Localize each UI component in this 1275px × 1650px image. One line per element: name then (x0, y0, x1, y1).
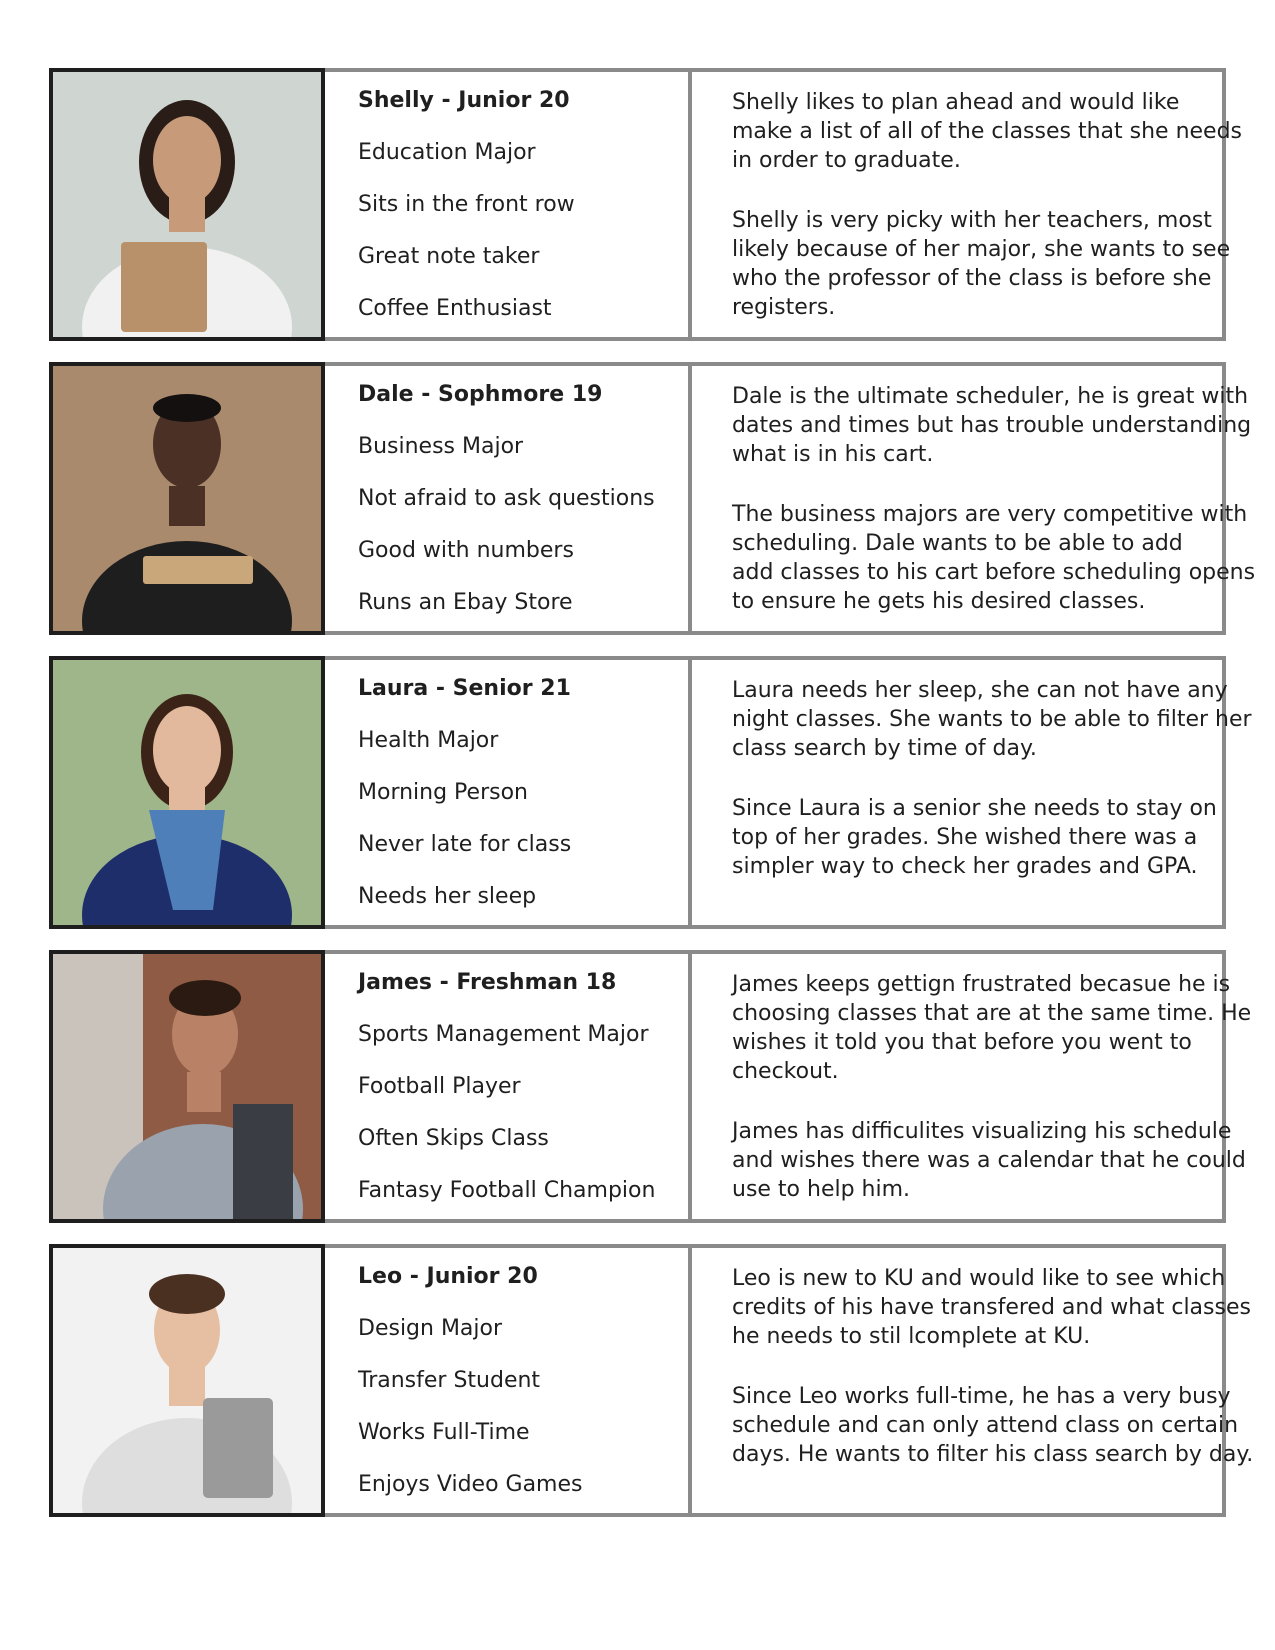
story-line: choosing classes that are at the same time. He (732, 1001, 1252, 1026)
trait-list (358, 676, 571, 936)
trait-item: Transfer Student (358, 1368, 541, 1393)
person-photo-icon (53, 366, 321, 631)
trait-item: Football Player (358, 1074, 521, 1099)
story-line: James keeps gettign frustrated becasue he is (732, 972, 1231, 997)
persona-traits (325, 1244, 688, 1517)
story-line: Since Leo works full-time, he has a very busy (732, 1384, 1231, 1409)
story-line: scheduling. Dale wants to be able to add (732, 531, 1183, 556)
persona-photo (49, 362, 325, 635)
story-line: The business majors are very competitive with (732, 502, 1248, 527)
trait-list (358, 88, 575, 348)
persona-story (688, 1244, 1254, 1517)
story-line: top of her grades. She wished there was a (732, 825, 1198, 850)
persona-story (688, 656, 1252, 929)
story-line: credits of his have transfered and what classes (732, 1295, 1251, 1320)
story-paragraph (732, 1382, 1254, 1469)
person-photo-icon (53, 660, 321, 925)
persona-story (688, 362, 1256, 635)
trait-item: Great note taker (358, 244, 540, 269)
trait-item: Never late for class (358, 832, 572, 857)
story-line: schedule and can only attend class on certain (732, 1413, 1239, 1438)
persona-traits (325, 656, 688, 929)
trait-list (358, 382, 655, 642)
trait-item: Design Major (358, 1316, 503, 1341)
persona-name-heading: Laura - Senior 21 (358, 676, 571, 701)
persona-card-dale (49, 362, 1256, 635)
trait-item: Coffee Enthusiast (358, 296, 552, 321)
persona-name-heading: Leo - Junior 20 (358, 1264, 538, 1289)
story-paragraph (732, 676, 1252, 763)
persona-card-james (49, 950, 1252, 1223)
persona-photo (49, 656, 325, 929)
story-line: Shelly likes to plan ahead and would like (732, 90, 1180, 115)
story-paragraph (732, 1264, 1251, 1351)
story-line: registers. (732, 295, 836, 320)
trait-item: Works Full-Time (358, 1420, 530, 1445)
trait-item: Sits in the front row (358, 192, 575, 217)
story-line: Dale is the ultimate scheduler, he is great with (732, 384, 1249, 409)
story-line: likely because of her major, she wants to see (732, 237, 1231, 262)
persona-name-heading: Dale - Sophmore 19 (358, 382, 603, 407)
persona-name-heading: Shelly - Junior 20 (358, 88, 570, 113)
persona-name-heading: James - Freshman 18 (358, 970, 617, 995)
trait-item: Needs her sleep (358, 884, 537, 909)
story-line: who the professor of the class is before she (732, 266, 1212, 291)
story-paragraph (732, 382, 1252, 469)
story-line: add classes to his cart before scheduling opens (732, 560, 1256, 585)
persona-traits (325, 68, 688, 341)
trait-list (358, 1264, 582, 1524)
story-line: to ensure he gets his desired classes. (732, 589, 1146, 614)
story-line: Leo is new to KU and would like to see which (732, 1266, 1226, 1291)
story-line: night classes. She wants to be able to filter her (732, 707, 1252, 732)
persona-card-laura (49, 656, 1252, 929)
person-photo-icon (53, 1248, 321, 1513)
trait-item: Often Skips Class (358, 1126, 549, 1151)
person-photo-icon (53, 954, 321, 1219)
persona-traits (325, 950, 688, 1223)
story-line: Shelly is very picky with her teachers, most (732, 208, 1212, 233)
persona-story (688, 68, 1243, 341)
trait-item: Fantasy Football Champion (358, 1178, 656, 1203)
persona-photo (49, 1244, 325, 1517)
story-line: he needs to stil lcomplete at KU. (732, 1324, 1091, 1349)
persona-card-shelly (49, 68, 1243, 341)
story-line: dates and times but has trouble understanding (732, 413, 1252, 438)
story-line: Laura needs her sleep, she can not have any (732, 678, 1228, 703)
persona-traits (325, 362, 688, 635)
trait-item: Morning Person (358, 780, 528, 805)
story-line: James has difficulites visualizing his schedule (732, 1119, 1232, 1144)
story-paragraph (732, 1117, 1246, 1204)
story-line: class search by time of day. (732, 736, 1037, 761)
trait-item: Sports Management Major (358, 1022, 649, 1047)
persona-photo (49, 68, 325, 341)
story-line: wishes it told you that before you went to (732, 1030, 1192, 1055)
trait-item: Education Major (358, 140, 536, 165)
story-line: Since Laura is a senior she needs to stay on (732, 796, 1217, 821)
story-line: in order to graduate. (732, 148, 961, 173)
story-line: checkout. (732, 1059, 839, 1084)
trait-item: Runs an Ebay Store (358, 590, 573, 615)
trait-item: Business Major (358, 434, 524, 459)
story-paragraph (732, 500, 1256, 616)
person-photo-icon (53, 72, 321, 337)
trait-item: Not afraid to ask questions (358, 486, 655, 511)
story-line: simpler way to check her grades and GPA. (732, 854, 1198, 879)
story-line: make a list of all of the classes that she needs (732, 119, 1243, 144)
trait-item: Enjoys Video Games (358, 1472, 583, 1497)
persona-story (688, 950, 1252, 1223)
story-paragraph (732, 206, 1231, 322)
story-line: days. He wants to filter his class search by day. (732, 1442, 1254, 1467)
trait-item: Health Major (358, 728, 499, 753)
trait-item: Good with numbers (358, 538, 574, 563)
story-paragraph (732, 88, 1243, 175)
story-line: what is in his cart. (732, 442, 934, 467)
persona-photo (49, 950, 325, 1223)
story-line: use to help him. (732, 1177, 911, 1202)
story-paragraph (732, 794, 1226, 881)
story-paragraph (732, 970, 1252, 1086)
trait-list (358, 970, 655, 1230)
story-line: and wishes there was a calendar that he could (732, 1148, 1246, 1173)
persona-card-leo (49, 1244, 1254, 1517)
